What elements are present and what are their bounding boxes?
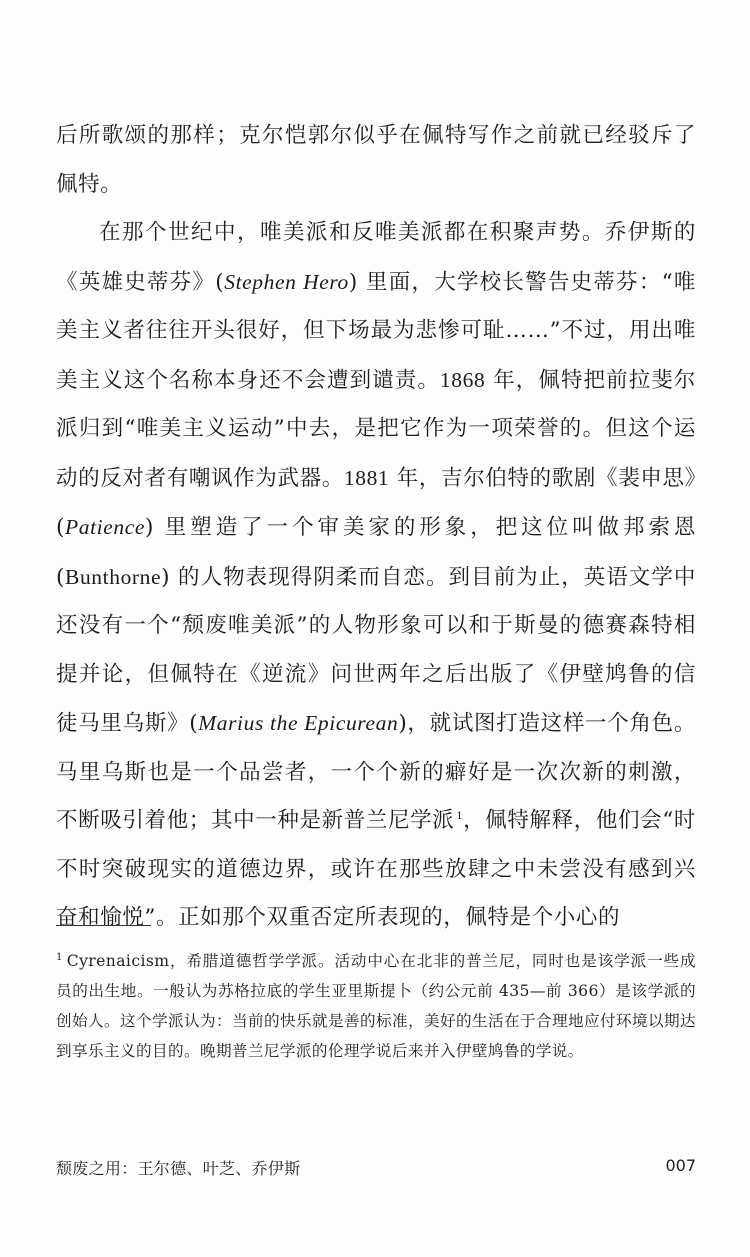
footnote-mark: 1 [56,951,63,963]
title-patience: Patience [65,515,146,539]
name-bunthorne: Bunthorne [65,564,162,589]
text-run: ) 的人物表现得阴柔而自恋。到目前为止，英语文学中还没有一个“颓废唯美派”的人物形象可以和于斯曼的德赛森特相提并论，但佩特在《逆流》问世两年之后出版了《伊壁鸠鲁的信徒马里乌斯》( [56,564,696,736]
footnote-reference[interactable]: 1 [456,807,464,822]
year-1881: 1881 [343,465,390,490]
text-run: ) 里面，大学校长警告史蒂芬：“唯美主义者往往开头很好，但下场最为悲惨可耻……”不过，用出唯美主义这个名称本身还不会遭到谴责。 [56,269,696,393]
year-1868: 1868 [439,367,486,392]
text-run: 年，佩特把前拉斐尔派归到“唯美主义运动”中去，是把它作为一项荣誉的。但这个运动的反对者有嘲讽作为武器。 [56,367,696,491]
paragraph-aestheticism [56,209,696,943]
text-run: —前 [529,982,568,1000]
text-run: ) 里塑造了一个审美家的形象，把这位叫做邦索恩 ( [56,515,696,590]
text-run: 在那个世纪中，唯美派和反唯美派都在积聚声势。乔伊斯的《英雄史蒂芬》( [56,220,696,295]
text-run: ，希腊道德哲学学派。活动中心在北非的普兰尼，同时也是该学派一些成员的出生地。一般认为苏格拉底的学生亚里斯提卜（约公元前 [56,952,696,1000]
title-stephen-hero: Stephen Hero [224,269,349,294]
page-number: 007 [665,1156,696,1175]
footnote [56,946,696,1066]
text-run: 年，吉尔伯特的歌剧《裴申思》( [56,465,696,540]
title-marius: Marius the Epicurean [198,711,399,735]
paragraph-continuation: 后所歌颂的那样；克尔恺郭尔似乎在佩特写作之前就已经驳斥了佩特。 [56,123,696,197]
footnote-divider [56,925,151,926]
year-start: 435 [498,982,530,1000]
running-footer-title: 颓废之用：王尔德、叶芝、乔伊斯 [56,1159,301,1178]
main-text [56,112,696,943]
text-run: )，就试图打造这样一个角色。马里乌斯也是一个品尝者，一个个新的癖好是一次次新的刺激，不断吸引着他；其中一种是新普兰尼学派 [56,711,696,833]
footnote-term: Cyrenaicism [66,952,170,970]
footnote-text [56,946,696,1066]
year-end: 366 [567,982,599,1000]
text-run: ）是该学派的创始人。这个学派认为：当前的快乐就是善的标准，美好的生活在于合理地应付环境以期达到享乐主义的目的。晚期普兰尼学派的伦理学说后来并入伊壁鸠鲁的学说。 [56,982,696,1060]
text-run: ，佩特解释，他们会“时不时突破现实的道德边界，或许在那些放肆之中未尝没有感到兴奋和愉悦”。正如那个双重否定所表现的，佩特是个小心的 [56,808,696,930]
